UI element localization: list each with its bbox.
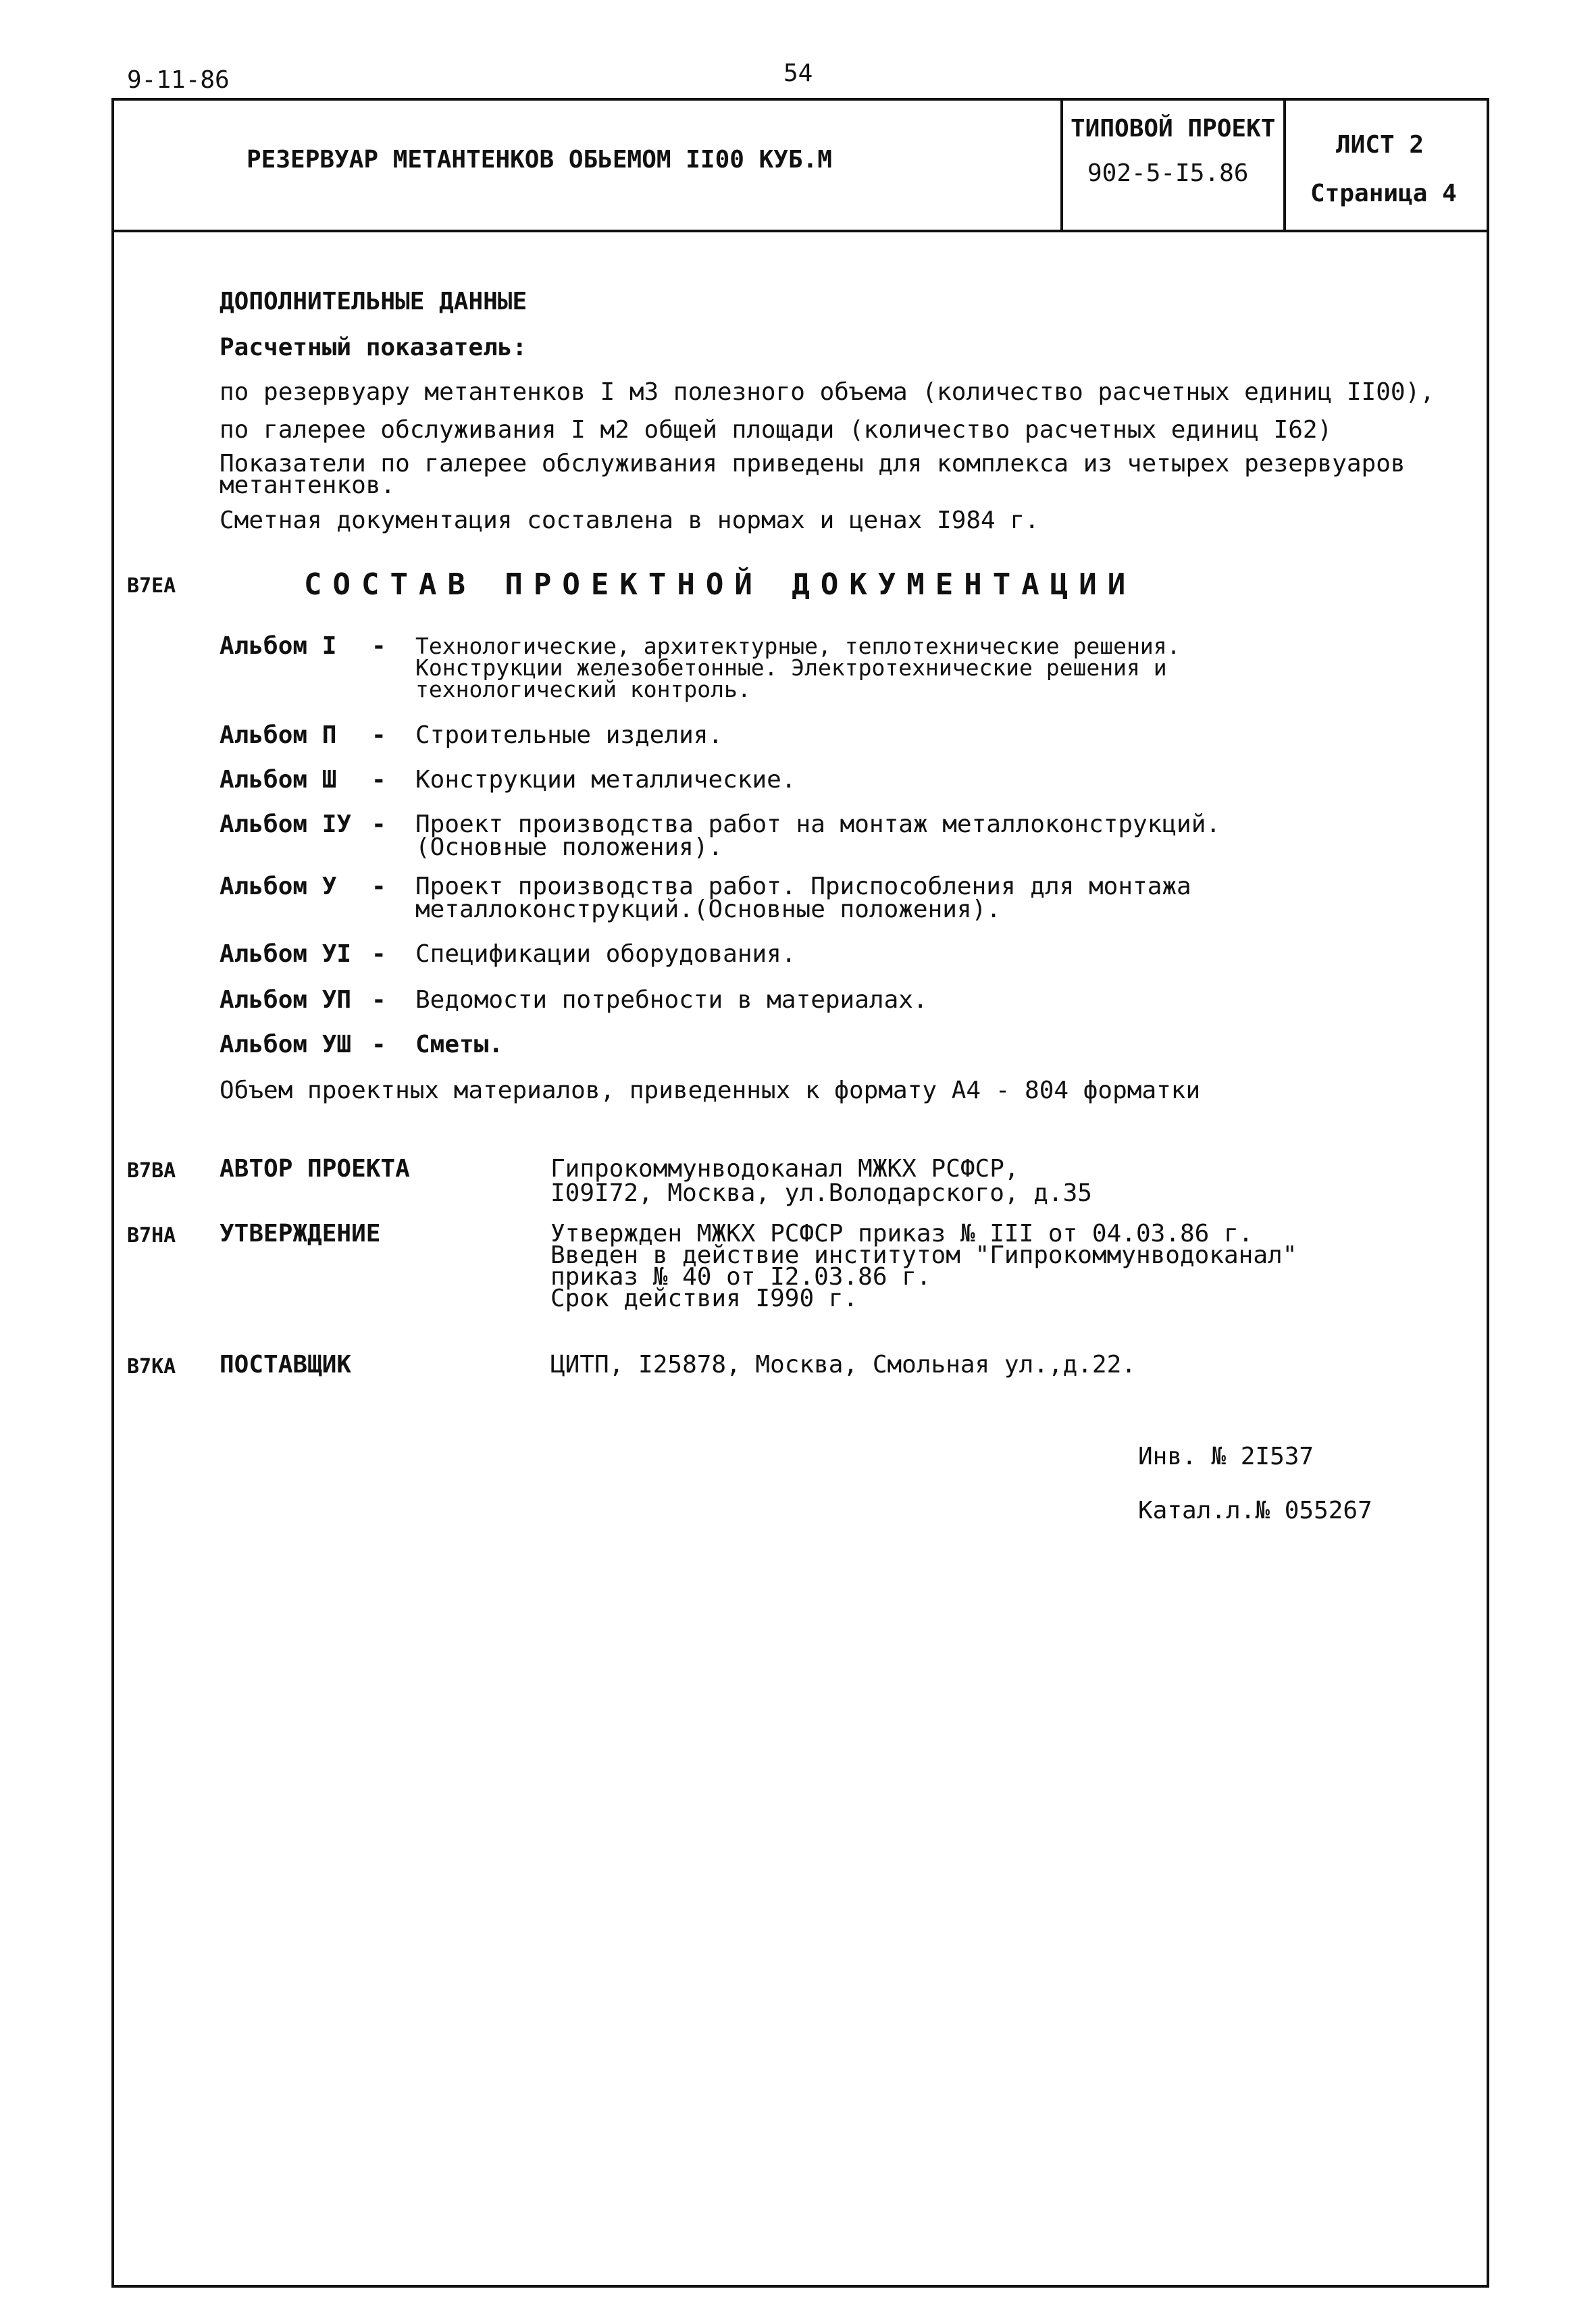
album-desc: Строительные изделия.: [415, 721, 723, 749]
album-name: Альбом У: [220, 873, 337, 900]
extra-line-1: по резервуару метантенков I м3 полезного объема (количество расчетных единиц II00),: [220, 378, 1435, 406]
header-separator-1: [1060, 98, 1063, 230]
project-title: РЕЗЕРВУАР МЕТАНТЕНКОВ ОБЬЕМОМ II00 КУБ.М: [247, 146, 832, 174]
page-number: 54: [783, 59, 813, 87]
album-dash: -: [371, 1031, 386, 1058]
catalog-number: Катал.л.№ 055267: [1138, 1497, 1372, 1524]
extra-line-3a: Показатели по галерее обслуживания приведены для комплекса из четырех резервуаров: [220, 450, 1406, 478]
album-name: Альбом Ш: [220, 766, 337, 794]
album-desc: Технологические, архитектурные, теплотехнические решения.: [415, 633, 1181, 659]
album-dash: -: [371, 766, 386, 794]
approval-code: В7НА: [127, 1224, 176, 1248]
document-date: 9-11-86: [127, 66, 230, 94]
album-dash: -: [371, 986, 386, 1014]
project-label: ТИПОВОЙ ПРОЕКТ: [1071, 115, 1276, 143]
supplier-code: В7КА: [127, 1355, 176, 1379]
album-dash: -: [371, 721, 386, 749]
album-name: Альбом П: [220, 721, 337, 749]
album-dash: -: [371, 632, 386, 660]
album-desc: Спецификации оборудования.: [415, 940, 796, 968]
album-dash: -: [371, 811, 386, 838]
album-name: Альбом УI: [220, 940, 352, 968]
extra-line-4: Сметная документация составлена в нормах и ценах I984 г.: [220, 507, 1039, 534]
album-dash: -: [371, 873, 386, 900]
album-desc: технологический контроль.: [415, 676, 751, 702]
author-line-2: I09I72, Москва, ул.Володарского, д.35: [550, 1179, 1092, 1207]
indicator-label: Расчетный показатель:: [220, 334, 527, 361]
supplier-label: ПОСТАВЩИК: [220, 1351, 352, 1379]
volume-line: Объем проектных материалов, приведенных к формату А4 - 804 форматки: [220, 1077, 1201, 1104]
approval-line-3: приказ № 40 от I2.03.86 г.: [550, 1263, 931, 1291]
album-desc: Сметы.: [415, 1031, 504, 1058]
inventory-number: Инв. № 2I537: [1138, 1443, 1314, 1470]
header-divider: [111, 230, 1489, 232]
album-name: Альбом IУ: [220, 811, 352, 838]
approval-line-2: Введен в действие институтом "Гипрокоммунводоканал": [550, 1241, 1297, 1269]
album-desc: Ведомости потребности в материалах.: [415, 986, 928, 1014]
header-separator-2: [1283, 98, 1286, 230]
page-label: Страница 4: [1310, 180, 1457, 207]
extra-line-2: по галерее обслуживания I м2 общей площади (количество расчетных единиц I62): [220, 416, 1333, 444]
extra-line-3b: метантенков.: [220, 471, 396, 499]
album-desc: металлоконструкций.(Основные положения).: [415, 896, 1001, 923]
composition-title: СОСТАВ ПРОЕКТНОЙ ДОКУМЕНТАЦИИ: [304, 567, 1137, 602]
author-code: В7ВА: [127, 1159, 176, 1183]
album-dash: -: [371, 940, 386, 968]
approval-line-1: Утвержден МЖКХ РСФСР приказ № III от 04.03.86 г.: [550, 1220, 1254, 1248]
album-desc: (Основные положения).: [415, 833, 723, 861]
sheet-number: ЛИСТ 2: [1336, 131, 1424, 159]
album-desc: Проект производства работ. Приспособления для монтажа: [415, 873, 1191, 900]
album-name: Альбом УП: [220, 986, 352, 1014]
supplier-line-1: ЦИТП, I25878, Москва, Смольная ул.,д.22.: [550, 1351, 1136, 1379]
author-label: АВТОР ПРОЕКТА: [220, 1155, 410, 1183]
album-desc: Конструкции металлические.: [415, 766, 796, 794]
author-line-1: Гипрокоммунводоканал МЖКХ РСФСР,: [550, 1155, 1019, 1183]
approval-line-4: Срок действия I990 г.: [550, 1285, 858, 1312]
album-desc: Конструкции железобетонные. Электротехнические решения и: [415, 654, 1167, 681]
extra-heading: ДОПОЛНИТЕЛЬНЫЕ ДАННЫЕ: [220, 288, 527, 315]
album-name: Альбом УШ: [220, 1031, 352, 1058]
project-code: 902-5-I5.86: [1087, 159, 1249, 187]
album-name: Альбом I: [220, 632, 337, 660]
approval-label: УТВЕРЖДЕНИЕ: [220, 1220, 381, 1248]
composition-code: В7ЕА: [127, 574, 176, 598]
album-desc: Проект производства работ на монтаж металлоконструкций.: [415, 811, 1221, 838]
